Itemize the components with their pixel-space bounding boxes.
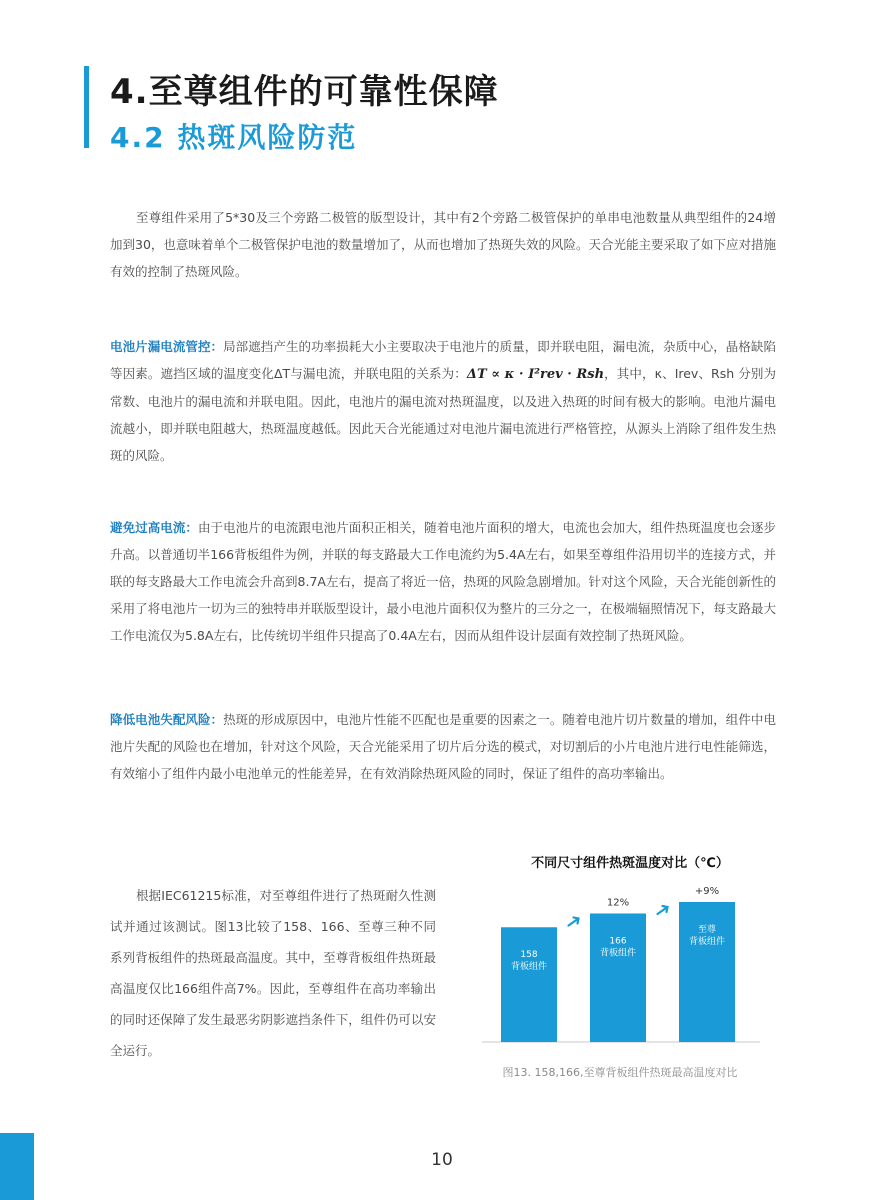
- leakage-paragraph: [110, 333, 776, 469]
- current-paragraph: [110, 514, 776, 649]
- intro-paragraph: 至尊组件采用了5*30及三个旁路二极管的版型设计，其中有2个旁路二极管保护的单串电池数量从典型组件的24增加到30，也意味着单个二极管保护电池的数量增加了，从而也增加了热斑失效的风险。天合光能主要采取了如下应对措施有效的控制了热斑风险。: [110, 210, 776, 279]
- bar-label-1-0: 166: [609, 936, 627, 947]
- mismatch-lead: 降低电池失配风险：: [110, 712, 224, 727]
- leakage-lead: 电池片漏电流管控：: [110, 339, 224, 354]
- hotspot-bar-chart: [470, 870, 770, 1050]
- test-paragraph: 根据IEC61215标准，对至尊组件进行了热斑耐久性测试并通过该测试。图13比较了158、166、至尊三种不同系列背板组件的热斑最高温度。其中，至尊背板组件热斑最高温度仅比166组件高7%。因此，至尊组件在高功率输出的同时还保障了发生最恶劣阴影遮挡条件下，组件仍可以安全运行。: [110, 888, 436, 1058]
- mismatch-paragraph: [110, 706, 776, 787]
- bar-label-1-1: 背板组件: [599, 948, 637, 959]
- current-lead: 避免过高电流：: [110, 520, 198, 535]
- bar-0: [501, 927, 557, 1042]
- bar-1: [590, 913, 646, 1042]
- chart-title: 不同尺寸组件热斑温度对比（℃）: [531, 856, 729, 871]
- chart-caption: 图13. 158,166,至尊背板组件热斑最高温度对比: [502, 1066, 738, 1079]
- leakage-text-a: 局部遮挡产生的功率损耗大小主要取决于电池片的质量，即并联电阻，漏电流，杂质中心，晶格缺陷等因素。遮挡区域的温度变化ΔT与漏电流，并联电阻的关系为：: [110, 339, 776, 381]
- bar-annotation-2: +9%: [694, 886, 720, 897]
- page-number: 10: [431, 1150, 453, 1170]
- current-text: 由于电池片的电流跟电池片面积正相关，随着电池片面积的增大，电流也会加大，组件热斑温度也会逐步升高。以普通切半166背板组件为例，并联的每支路最大工作电流约为5.4A左右，如果至尊组件沿用切半的连接方式，并联的每支路最大工作电流会升高到8.7A左右，提高了将近一倍，热斑的风险急剧增加。针对这个风险，天合光能创新性的采用了将电池片一切为三的独特串并联版型设计，最小电池片面积仅为整片的三分之一，在极端辐照情况下，每支路最大工作电流仅为5.8A左右，比传统切半组件只提高了0.4A左右，因而从组件设计层面有效控制了热斑风险。: [110, 520, 776, 643]
- heading-accent-bar: [84, 66, 89, 148]
- bar-label-2-0: 至尊: [697, 925, 717, 935]
- bar-2: [679, 902, 735, 1042]
- trend-arrow-icon-2: [658, 906, 668, 914]
- bar-label-2-1: 背板组件: [688, 937, 726, 947]
- bar-label-0-1: 背板组件: [510, 962, 548, 973]
- subsection-title: 4.2 热斑风险防范: [110, 121, 358, 154]
- bar-annotation-1: 12%: [606, 897, 630, 909]
- mismatch-text: 热斑的形成原因中，电池片性能不匹配也是重要的因素之一。随着电池片切片数量的增加，组件中电池片失配的风险也在增加，针对这个风险，天合光能采用了切片后分选的模式，对切割后的小片电池片进行电性能筛选，有效缩小了组件内最小电池单元的性能差异，在有效消除热斑风险的同时，保证了组件的高功率输出。: [110, 712, 776, 781]
- trend-arrow-icon-1: [569, 917, 579, 925]
- leakage-text-b: ，其中，κ、Irev、Rsh 分别为常数、电池片的漏电流和并联电阻。因此，电池片的漏电流对热斑温度，以及进入热斑的时间有极大的影响。电池片漏电流越小，即并联电阻越大，热斑温度越低。因此天合光能通过对电池片漏电流进行严格管控，从源头上消除了组件发生热斑的风险。: [110, 366, 776, 463]
- bar-label-0-0: 158: [520, 950, 538, 961]
- section-title: 4.至尊组件的可靠性保障: [110, 72, 499, 112]
- corner-accent: [0, 1133, 34, 1200]
- leakage-formula: ΔT ∝ κ · I²rev · Rsh: [466, 367, 605, 382]
